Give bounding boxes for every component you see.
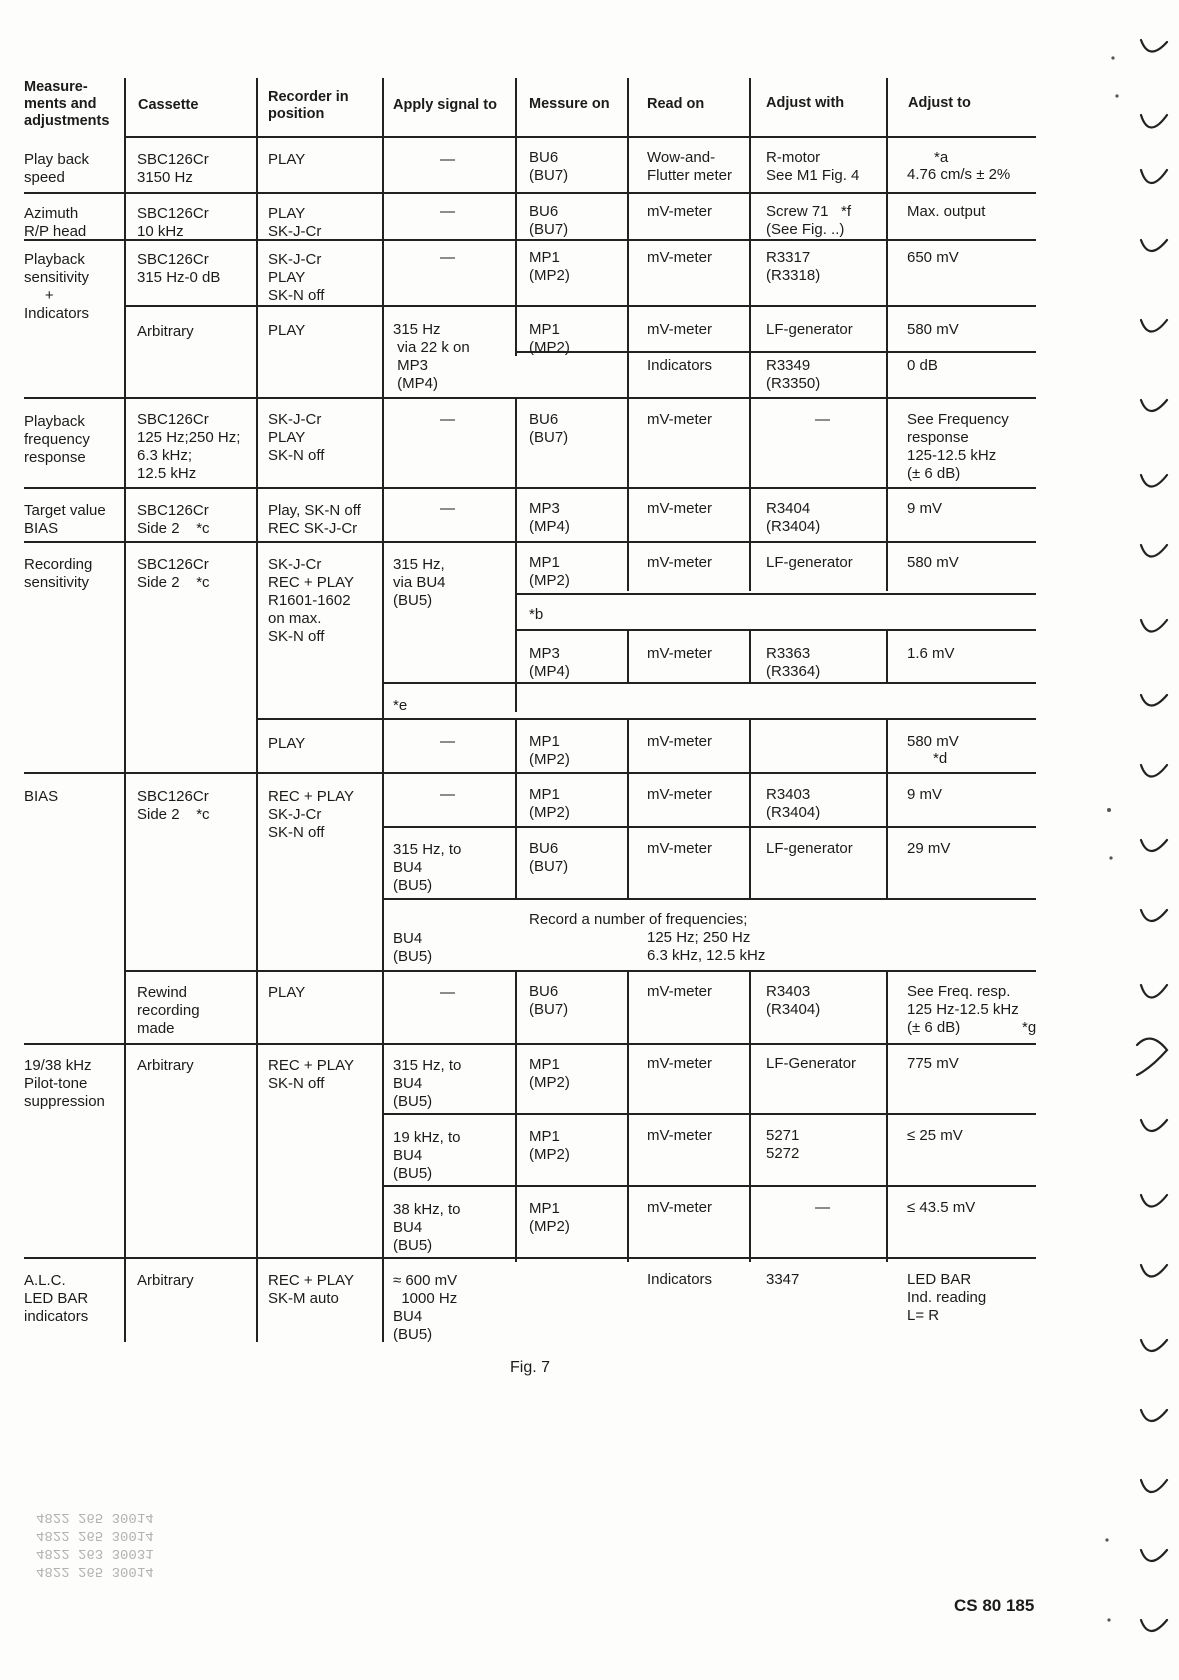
cell: — (440, 733, 455, 750)
cell: 38 kHz, to BU4 (BU5) (393, 1201, 461, 1254)
cell: 315 Hz, via BU4 (BU5) (393, 556, 446, 609)
cell: MP1 (MP2) (529, 1056, 570, 1091)
header-adjust-with: Adjust with (766, 95, 845, 111)
figure-caption: Fig. 7 (510, 1359, 551, 1376)
cell: MP1 (MP2) (529, 321, 570, 356)
cell: 580 mV (907, 554, 959, 571)
document-code: CS 80 185 (954, 1596, 1035, 1615)
cell: 650 mV (907, 249, 959, 266)
cell: 315 Hz, to BU4 (BU5) (393, 1057, 462, 1110)
cell: ≈ 600 mV 1000 Hz BU4 (BU5) (393, 1272, 458, 1343)
cell: R3403 (R3404) (766, 983, 821, 1018)
cell: PLAY (268, 151, 306, 168)
header-apply-signal: Apply signal to (393, 97, 497, 113)
cell: SBC126Cr Side 2 *c (137, 502, 210, 537)
header-read-on: Read on (647, 96, 705, 112)
cell: R3403 (R3404) (766, 786, 821, 821)
cell: 580 mV (907, 321, 959, 338)
cell: 315 Hz, to BU4 (BU5) (393, 841, 462, 894)
bleed-through-stamp: 4822 265 30014 4822 263 30031 4822 265 30014 4822 265 30014 (36, 1509, 154, 1579)
cell: 125 Hz; 250 Hz (647, 929, 751, 946)
cell: 9 mV (907, 500, 943, 517)
cell: *a (934, 149, 949, 166)
cell: mV-meter (647, 321, 713, 338)
cell: mV-meter (647, 554, 713, 571)
cell: Recording sensitivity (24, 556, 93, 591)
header-messure-on: Messure on (529, 96, 610, 112)
cell: mV-meter (647, 733, 713, 750)
cell: MP3 (MP4) (529, 500, 570, 535)
cell: 6.3 kHz, 12.5 kHz (647, 947, 766, 964)
cell: 580 mV (907, 733, 959, 750)
cell: SK-J-Cr REC + PLAY R1601-1602 on max. SK-N off (268, 556, 355, 645)
cell: R3404 (R3404) (766, 500, 821, 535)
cell: PLAY (268, 735, 306, 752)
cell: Azimuth R/P head (24, 205, 87, 240)
cell: Arbitrary (137, 1272, 194, 1289)
cell: 4.76 cm/s ± 2% (907, 166, 1011, 183)
cell: SBC126Cr 315 Hz-0 dB (137, 251, 221, 286)
cell: R3317 (R3318) (766, 249, 821, 284)
cell: PLAY (268, 322, 306, 339)
cell: — (440, 151, 455, 168)
cell: BU6 (BU7) (529, 203, 569, 238)
cell: 9 mV (907, 786, 943, 803)
cell: PLAY (268, 984, 306, 1001)
cell: mV-meter (647, 1199, 713, 1216)
cell: SBC126Cr 3150 Hz (137, 151, 209, 186)
cell: *d (933, 750, 948, 767)
cell: MP1 (MP2) (529, 786, 570, 821)
cell: SK-J-Cr PLAY SK-N off (268, 411, 325, 464)
cell: mV-meter (647, 786, 713, 803)
cell: BU6 (BU7) (529, 983, 569, 1018)
cell: 315 Hz via 22 k on MP3 (MP4) (393, 321, 470, 392)
cell: REC + PLAY SK-M auto (268, 1272, 355, 1307)
cell: BU4 (BU5) (393, 930, 433, 965)
cell: LF-generator (766, 321, 853, 338)
cell: SBC126Cr Side 2 *c (137, 788, 210, 823)
cell: See Frequency response 125-12.5 kHz (± 6 dB) (907, 411, 1009, 482)
cell: mV-meter (647, 500, 713, 517)
cell: — (815, 411, 830, 428)
cell: SK-J-Cr PLAY SK-N off (268, 251, 325, 304)
cell: R3349 (R3350) (766, 357, 821, 392)
cell: MP1 (MP2) (529, 733, 570, 768)
cell: A.L.C. LED BAR indicators (24, 1272, 89, 1325)
cell: — (440, 984, 455, 1001)
footnote-marker: *b (529, 606, 544, 623)
cell: mV-meter (647, 249, 713, 266)
cell: Screw 71 *f (See Fig. ..) (766, 203, 852, 238)
cell: ≤ 43.5 mV (907, 1199, 976, 1216)
cell: — (440, 500, 455, 517)
cell: Target value BIAS (24, 502, 106, 537)
cell: BU6 (BU7) (529, 840, 569, 875)
cell: MP1 (MP2) (529, 1200, 570, 1235)
cell: REC + PLAY SK-J-Cr SK-N off (268, 788, 355, 841)
cell: MP1 (MP2) (529, 249, 570, 284)
cell: Wow-and- Flutter meter (647, 149, 733, 184)
cell: Indicators (647, 1271, 713, 1288)
cell: Play back speed (24, 151, 90, 186)
header-cassette: Cassette (138, 97, 199, 113)
cell: LF-generator (766, 840, 853, 857)
cell: — (815, 1199, 830, 1216)
cell: Record a number of frequencies; (529, 911, 748, 928)
cell: — (440, 786, 455, 803)
cell: 19 kHz, to BU4 (BU5) (393, 1129, 461, 1182)
cell: See Freq. resp. 125 Hz-12.5 kHz (± 6 dB) (907, 983, 1019, 1036)
cell: MP3 (MP4) (529, 645, 570, 680)
cell: Rewind recording made (137, 984, 200, 1037)
cell: LF-generator (766, 554, 853, 571)
cell: MP1 (MP2) (529, 554, 570, 589)
footnote-marker: *g (1022, 1019, 1037, 1036)
cell: — (440, 203, 455, 220)
cell: Playback sensitivity + Indicators (24, 251, 90, 322)
binder-holes (1079, 0, 1179, 1680)
header-recorder-position: Recorder in position (268, 89, 349, 122)
cell: LED BAR Ind. reading L= R (907, 1271, 987, 1324)
cell: mV-meter (647, 411, 713, 428)
cell: ≤ 25 mV (907, 1127, 963, 1144)
cell: LF-Generator (766, 1055, 857, 1072)
header-adjust-to: Adjust to (908, 95, 971, 111)
cell: 5271 5272 (766, 1127, 800, 1162)
cell: mV-meter (647, 645, 713, 662)
cell: Playback frequency response (24, 413, 90, 466)
cell: Arbitrary (137, 1057, 194, 1074)
cell: Play, SK-N off REC SK-J-Cr (268, 502, 361, 537)
cell: 775 mV (907, 1055, 959, 1072)
cell: mV-meter (647, 983, 713, 1000)
cell: 0 dB (907, 357, 938, 374)
cell: mV-meter (647, 1055, 713, 1072)
cell: Arbitrary (137, 323, 194, 340)
cell: Indicators (647, 357, 713, 374)
cell: R3363 (R3364) (766, 645, 821, 680)
cell: SBC126Cr 10 kHz (137, 205, 209, 240)
cell: mV-meter (647, 203, 713, 220)
cell: BIAS (24, 788, 59, 805)
cell: 1.6 mV (907, 645, 955, 662)
cell: MP1 (MP2) (529, 1128, 570, 1163)
cell: mV-meter (647, 1127, 713, 1144)
cell: PLAY SK-J-Cr (268, 205, 322, 240)
footnote-marker: *e (393, 697, 408, 714)
header-measurements: Measure- ments and adjustments (24, 79, 110, 129)
cell: BU6 (BU7) (529, 411, 569, 446)
cell: — (440, 249, 455, 266)
cell: 29 mV (907, 840, 951, 857)
cell: 19/38 kHz Pilot-tone suppression (24, 1057, 105, 1110)
cell: 3347 (766, 1271, 800, 1288)
cell: SBC126Cr Side 2 *c (137, 556, 210, 591)
cell: Max. output (907, 203, 986, 220)
cell: REC + PLAY SK-N off (268, 1057, 355, 1092)
cell: SBC126Cr 125 Hz;250 Hz; 6.3 kHz; 12.5 kHz (137, 411, 241, 482)
cell: BU6 (BU7) (529, 149, 569, 184)
cell: — (440, 411, 455, 428)
cell: R-motor See M1 Fig. 4 (766, 149, 860, 184)
cell: mV-meter (647, 840, 713, 857)
